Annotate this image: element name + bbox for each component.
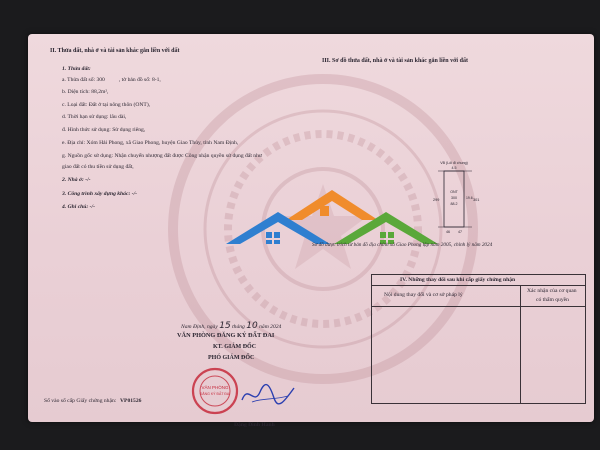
svg-text:VB (Lối đi chung): VB (Lối đi chung)	[440, 161, 468, 165]
svg-text:47: 47	[458, 230, 462, 234]
signature	[238, 380, 298, 408]
address: e. Địa chỉ: Xóm Hải Phong, xã Giao Phong, huyện Giao Thủy, tỉnh Nam Định,	[62, 140, 239, 146]
issue-date: Nam Định, ngày 15 tháng 10 năm 2024	[181, 321, 282, 331]
parcel-area: b. Diện tích: 88,2m²,	[62, 89, 109, 95]
parcel-number: a. Thửa đất số: 300 , tờ bản đồ số: 8-1,	[62, 77, 161, 83]
usage-form: đ. Hình thức sử dụng: Sử dụng riêng,	[62, 127, 146, 133]
svg-text:88.2: 88.2	[450, 202, 458, 206]
note-field: 4. Ghi chú: -/-	[62, 204, 95, 210]
svg-text:299: 299	[433, 198, 440, 202]
svg-text:46: 46	[446, 230, 450, 234]
sketch-caption: Sơ đồ được trích từ bản đồ địa chính xã Giao Phong lập năm 2005, chỉnh lý năm 2024	[312, 242, 493, 248]
section-3-header: III. Sơ đồ thửa đất, nhà ở và tài sản khác gắn liền với đất	[322, 58, 468, 64]
office-seal-stamp	[190, 366, 240, 416]
svg-text:4.5: 4.5	[451, 166, 457, 170]
section-2-header: II. Thửa đất, nhà ở và tài sản khác gắn liền với đất	[50, 48, 180, 54]
certificate-page	[28, 34, 594, 428]
certificate-entry-number: VP01526	[120, 398, 142, 404]
column-change-content: Nội dung thay đổi và cơ sở pháp lý	[384, 292, 463, 298]
svg-text:301: 301	[473, 198, 480, 202]
other-construction-field: 3. Công trình xây dựng khác: -/-	[62, 191, 137, 197]
land-parcel-title: 1. Thửa đất:	[62, 66, 91, 72]
changes-table-title: IV. Những thay đổi sau khi cấp giấy chứng nhận	[400, 277, 516, 283]
svg-text:19.6: 19.6	[466, 196, 473, 200]
usage-origin: g. Nguồn gốc sử dụng: Nhận chuyển nhượng đất được Công nhận quyền sử dụng đất như	[62, 153, 262, 159]
certificate-entry-label: Số vào sổ cấp Giấy chứng nhận:	[44, 398, 117, 404]
svg-text:VĂN PHÒNG: VĂN PHÒNG	[201, 385, 229, 390]
column-confirmation-cont: có thẩm quyền	[536, 297, 569, 303]
house-field: 2. Nhà ở: -/-	[62, 177, 91, 183]
usage-origin-cont: giao đất có thu tiền sử dụng đất,	[62, 164, 134, 170]
house-roof-logo	[226, 184, 438, 276]
land-type: c. Loại đất: Đất ở tại nông thôn (ONT),	[62, 102, 151, 108]
changes-table	[371, 274, 586, 404]
signer-name: Đặng Đình Hanh	[234, 422, 275, 428]
svg-text:ONT: ONT	[450, 190, 458, 194]
svg-text:ĐĂNG KÝ ĐẤT ĐAI: ĐĂNG KÝ ĐẤT ĐAI	[199, 392, 231, 396]
column-confirmation: Xác nhận của cơ quan	[527, 288, 577, 294]
svg-text:300: 300	[451, 196, 457, 200]
office-name: VĂN PHÒNG ĐĂNG KÝ ĐẤT ĐAI	[177, 332, 275, 339]
deputy-director: PHÓ GIÁM ĐỐC	[208, 355, 255, 361]
table-divider	[520, 285, 521, 404]
kt-director: KT. GIÁM ĐỐC	[213, 344, 257, 350]
changes-table-column-header	[372, 285, 585, 307]
usage-term: d. Thời hạn sử dụng: lâu dài,	[62, 114, 127, 120]
